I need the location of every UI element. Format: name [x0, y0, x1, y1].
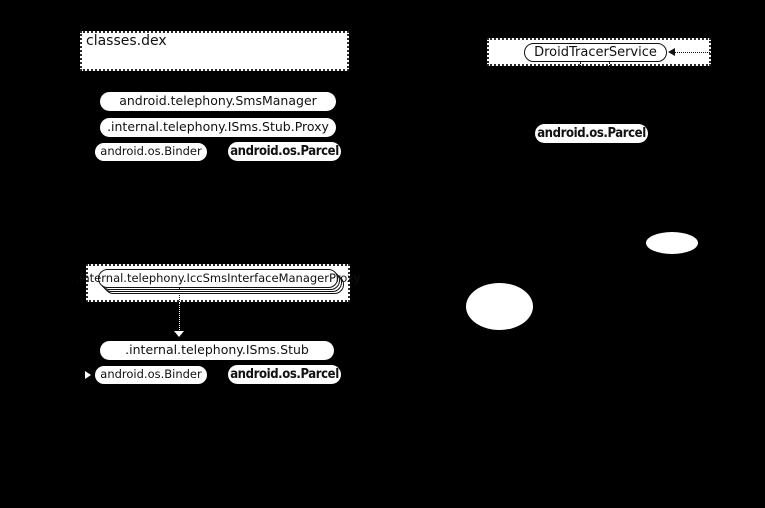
connector-proxy-to-stub-lower	[179, 302, 180, 332]
connector-proxy-to-stub-upper	[179, 288, 180, 302]
connector-incoming-to-service	[675, 52, 710, 53]
arrowhead-to-binder-lower	[85, 371, 91, 379]
shape-ellipse-small	[646, 232, 698, 254]
node-isms-stub-proxy[interactable]: .internal.telephony.ISms.Stub.Proxy	[100, 118, 336, 137]
node-parcel-upper[interactable]: android.os.Parcel	[228, 142, 341, 161]
node-binder-upper[interactable]: android.os.Binder	[95, 143, 207, 161]
connector-service-stub-b	[609, 62, 610, 70]
node-isms-stub[interactable]: .internal.telephony.ISms.Stub	[100, 341, 334, 360]
node-sms-manager[interactable]: android.telephony.SmsManager	[100, 92, 336, 111]
node-binder-lower[interactable]: android.os.Binder	[95, 366, 207, 384]
arrowhead-proxy-to-stub	[174, 331, 184, 337]
shape-ellipse-large	[466, 283, 533, 330]
node-icc-sms-proxy[interactable]: .internal.telephony.IccSmsInterfaceManagerProxy	[98, 269, 338, 288]
node-parcel-right[interactable]: android.os.Parcel	[535, 124, 648, 143]
node-parcel-lower[interactable]: android.os.Parcel	[228, 365, 341, 384]
arrowhead-incoming-to-service	[668, 48, 675, 56]
package-classes-dex-label: classes.dex	[86, 33, 167, 49]
node-droid-tracer-service[interactable]: DroidTracerService	[524, 43, 667, 62]
connector-service-stub-a	[580, 62, 581, 70]
